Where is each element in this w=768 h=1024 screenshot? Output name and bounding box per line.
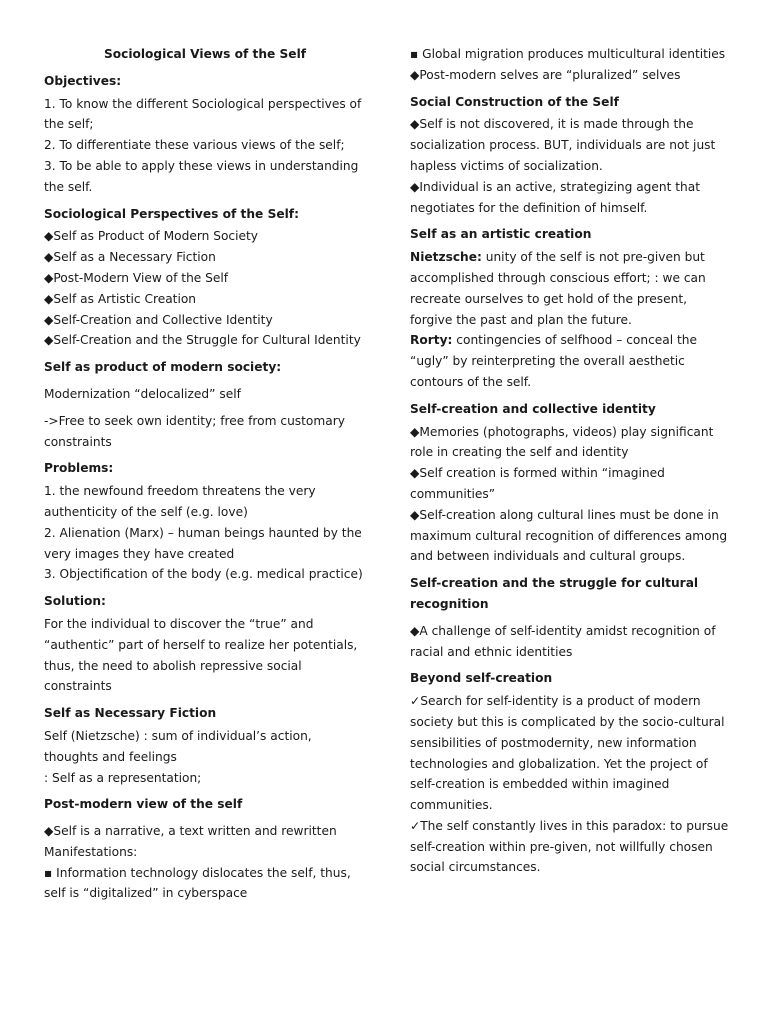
- beyond-text: ✓The self constantly lives in this paradox: to pursue self-creation within pre-given, not willfully chosen social circumstances.: [410, 818, 729, 875]
- perspective-item: ◆Self-Creation and the Struggle for Cultural Identity: [44, 333, 361, 348]
- solution-text: For the individual to discover the “true” and “authentic” part of herself to realize her potentials, thus, the need to abolish repressive social constraints: [44, 616, 358, 694]
- product-text: Modernization “delocalized” self: [44, 386, 241, 401]
- postmodern-text: Manifestations:: [44, 844, 138, 859]
- collective-heading: Self-creation and collective identity: [410, 401, 656, 416]
- objective-item: 1. To know the different Sociological perspectives of the self;: [44, 96, 362, 132]
- struggle-text: ◆A challenge of self-identity amidst recognition of racial and ethnic identities: [410, 623, 716, 659]
- social-construction-heading: Social Construction of the Self: [410, 94, 619, 109]
- collective-item: ◆Self-creation along cultural lines must be done in maximum cultural recognition of differences among and between individuals and cultural groups.: [410, 507, 728, 564]
- beyond-text: ✓Search for self-identity is a product of modern society but this is complicated by the socio-cultural sensibilities of postmodernity, new information technologies and globalization. Yet the project of self-creation is embedded within imagined communities.: [410, 694, 725, 813]
- struggle-heading: Self-creation and the struggle for cultural recognition: [410, 576, 699, 611]
- problem-item: 2. Alienation (Marx) – human beings haunted by the very images they have created: [44, 525, 362, 561]
- fiction-text: : Self as a representation;: [44, 770, 202, 785]
- rorty-label: Rorty:: [410, 333, 453, 348]
- problems-heading: Problems:: [44, 461, 114, 476]
- nietzsche-text: unity of the self is not pre-given but accomplished through conscious effort; : we can recreate ourselves to get hold of the present, forgive the past and plan the future.: [410, 250, 706, 327]
- postmodern-text: ◆Self is a narrative, a text written and rewritten: [44, 824, 337, 839]
- problem-item: 3. Objectification of the body (e.g. medical practice): [44, 567, 363, 582]
- postmodern-heading: Post-modern view of the self: [44, 797, 243, 812]
- beyond-heading: Beyond self-creation: [410, 671, 553, 686]
- perspective-item: ◆Self-Creation and Collective Identity: [44, 312, 273, 327]
- objective-item: 3. To be able to apply these views in understanding the self.: [44, 158, 359, 194]
- product-text: ->Free to seek own identity; free from customary constraints: [44, 413, 345, 449]
- document-title: Sociological Views of the Self: [103, 47, 307, 61]
- perspective-item: ◆Self as Artistic Creation: [44, 291, 197, 306]
- perspective-item: ◆Post-Modern View of the Self: [44, 270, 229, 285]
- nietzsche-label: Nietzsche:: [410, 250, 482, 265]
- fiction-heading: Self as Necessary Fiction: [44, 706, 217, 721]
- problem-item: 1. the newfound freedom threatens the very authenticity of the self (e.g. love): [44, 484, 316, 519]
- objectives-heading: Objectives:: [44, 73, 122, 88]
- pluralized-text: ◆Post-modern selves are “pluralized” selves: [410, 67, 681, 82]
- perspective-item: ◆Self as Product of Modern Society: [44, 229, 258, 244]
- collective-item: ◆Memories (photographs, videos) play significant role in creating the self and identity: [410, 424, 714, 460]
- objective-item: 2. To differentiate these various views of the self;: [44, 138, 345, 153]
- postmodern-text: ▪ Information technology dislocates the self, thus, self is “digitalized” in cyberspace: [44, 865, 351, 901]
- rorty-paragraph: [410, 330, 732, 392]
- right-column: [410, 44, 732, 878]
- migration-text: ▪ Global migration produces multicultural identities: [410, 47, 726, 61]
- artistic-heading: Self as an artistic creation: [410, 227, 592, 242]
- solution-heading: Solution:: [44, 594, 106, 609]
- social-text: ◆Individual is an active, strategizing agent that negotiates for the definition of himself.: [410, 179, 701, 215]
- rorty-text: contingencies of selfhood – conceal the “ugly” by reinterpreting the overall aesthetic contours of the self.: [410, 333, 698, 389]
- social-text: ◆Self is not discovered, it is made through the socialization process. BUT, individuals are not just hapless victims of socialization.: [410, 117, 716, 173]
- left-column: [44, 44, 366, 904]
- nietzsche-paragraph: [410, 247, 732, 330]
- perspective-item: ◆Self as a Necessary Fiction: [44, 250, 216, 265]
- product-heading: Self as product of modern society:: [44, 360, 282, 375]
- collective-item: ◆Self creation is formed within “imagined communities”: [410, 466, 665, 501]
- fiction-text: Self (Nietzsche) : sum of individual’s action, thoughts and feelings: [44, 728, 312, 764]
- perspectives-heading: Sociological Perspectives of the Self:: [44, 206, 299, 221]
